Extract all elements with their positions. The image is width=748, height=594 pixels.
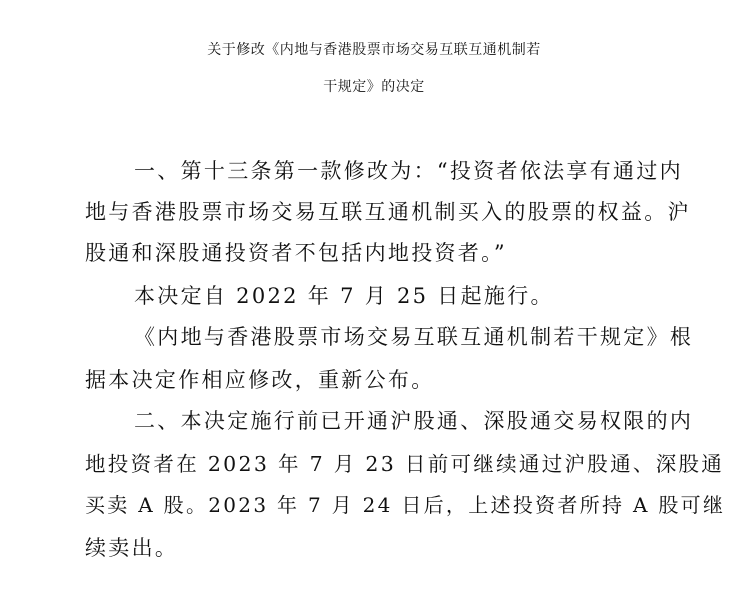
- body-line-10: 续卖出。: [85, 536, 179, 560]
- body-line-4: 本决定自 2022 年 7 月 25 日起施行。: [134, 284, 554, 308]
- body-line-9: 买卖 A 股。2023 年 7 月 24 日后，上述投资者所持 A 股可继: [85, 493, 726, 517]
- body-line-1: 一、第十三条第一款修改为：“投资者依法享有通过内: [134, 159, 683, 183]
- body-line-5: 《内地与香港股票市场交易互联互通机制若干规定》根: [134, 325, 694, 349]
- body-line-8: 地投资者在 2023 年 7 月 23 日前可继续通过沪股通、深股通: [85, 452, 725, 476]
- body-line-7: 二、本决定施行前已开通沪股通、深股通交易权限的内: [134, 409, 694, 433]
- document-title-line-2: 干规定》的决定: [323, 79, 425, 95]
- body-line-6: 据本决定作相应修改，重新公布。: [85, 368, 435, 392]
- document-title-line-1: 关于修改《内地与香港股票市场交易互联互通机制若: [207, 42, 541, 58]
- body-line-2: 地与香港股票市场交易互联互通机制买入的股票的权益。沪: [85, 200, 691, 224]
- body-line-3: 股通和深股通投资者不包括内地投资者。”: [85, 241, 507, 265]
